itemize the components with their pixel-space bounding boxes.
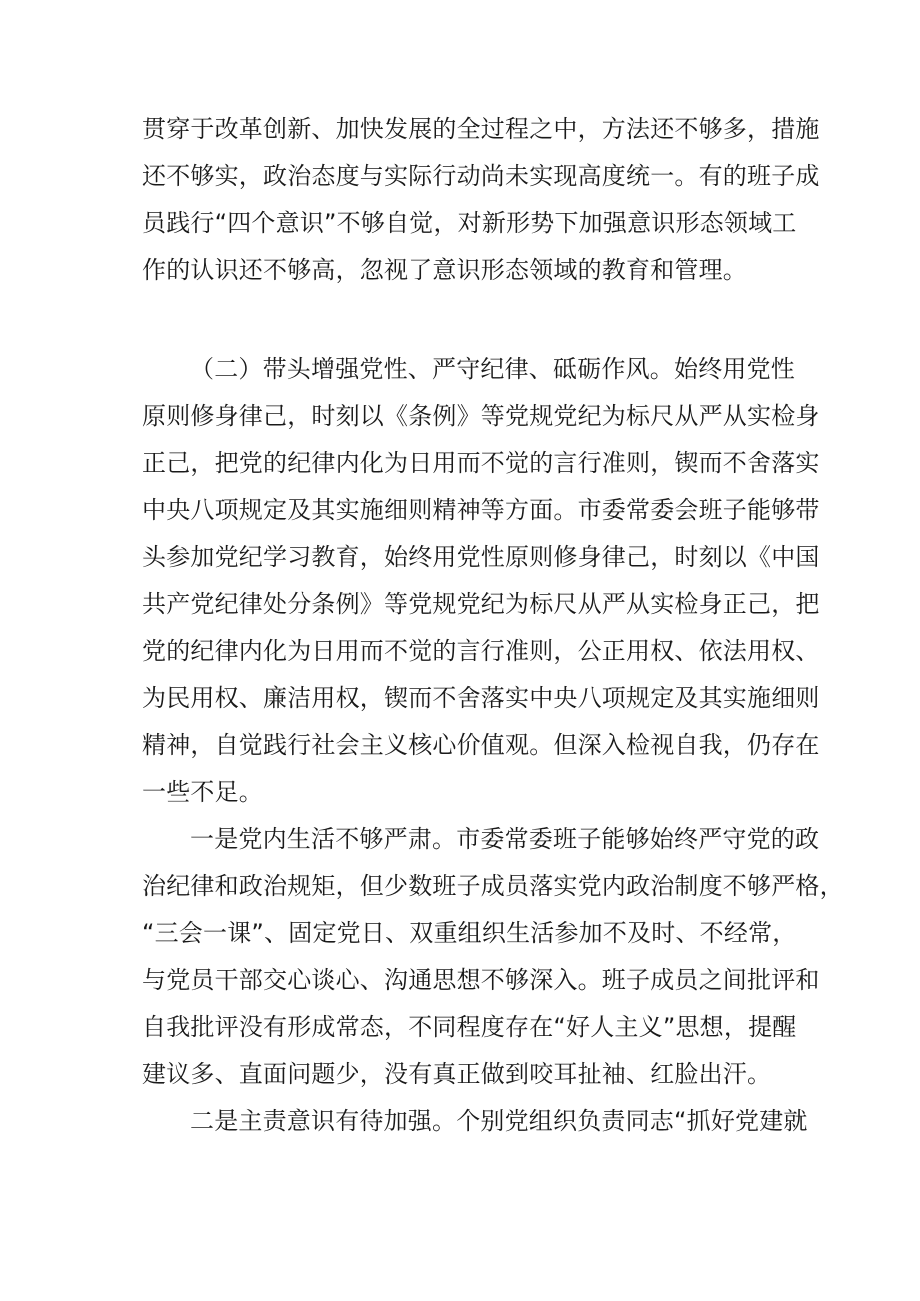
- text-line: 党的纪律内化为日用而不觉的言行准则，公正用权、依法用权、: [142, 637, 820, 665]
- text-line: 与党员干部交心谈心、沟通思想不够深入。班子成员之间批评和: [142, 966, 820, 994]
- section-heading-line: （二）带头增强党性、严守纪律、砥砺作风。始终用党性: [190, 355, 795, 383]
- text-line: 一些不足。: [142, 778, 263, 806]
- text-line: 作的认识还不够高，忽视了意识形态领域的教育和管理。: [142, 256, 747, 284]
- text-line: 自我批评没有形成常态，不同程度存在“好人主义”思想，提醒: [142, 1013, 797, 1041]
- text-line: 共产党纪律处分条例》等党规党纪为标尺从严从实检身正己，把: [142, 590, 820, 618]
- text-line: 还不够实，政治态度与实际行动尚未实现高度统一。有的班子成: [142, 162, 820, 190]
- text-line: 原则修身律己，时刻以《条例》等党规党纪为标尺从严从实检身: [142, 402, 820, 430]
- text-line: 为民用权、廉洁用权，锲而不舍落实中央八项规定及其实施细则: [142, 684, 820, 712]
- text-line: “三会一课”、固定党日、双重组织生活参加不及时、不经常，: [142, 919, 797, 947]
- text-line: 正己，把党的纪律内化为日用而不觉的言行准则，锲而不舍落实: [142, 449, 820, 477]
- paragraph-continuation: [142, 106, 820, 294]
- paragraph-point-two: [142, 1098, 808, 1145]
- text-line: 二是主责意识有待加强。个别党组织负责同志“抓好党建就: [190, 1107, 808, 1135]
- text-line: 建议多、直面问题少，没有真正做到咬耳扯袖、红脸出汗。: [142, 1060, 772, 1088]
- text-line: 头参加党纪学习教育，始终用党性原则修身律己，时刻以《中国: [142, 543, 820, 571]
- text-line: 贯穿于改革创新、加快发展的全过程之中，方法还不够多，措施: [142, 115, 820, 143]
- text-line: 员践行“四个意识”不够自觉，对新形势下加强意识形态领域工: [142, 209, 797, 237]
- paragraph-section-two: [142, 346, 820, 816]
- paragraph-point-one: [142, 816, 844, 1098]
- text-line: 精神，自觉践行社会主义核心价值观。但深入检视自我，仍存在: [142, 731, 820, 759]
- text-line: 中央八项规定及其实施细则精神等方面。市委常委会班子能够带: [142, 496, 820, 524]
- text-line: 一是党内生活不够严肃。市委常委班子能够始终严守党的政: [190, 825, 820, 853]
- text-line: 治纪律和政治规矩，但少数班子成员落实党内政治制度不够严格，: [142, 872, 844, 900]
